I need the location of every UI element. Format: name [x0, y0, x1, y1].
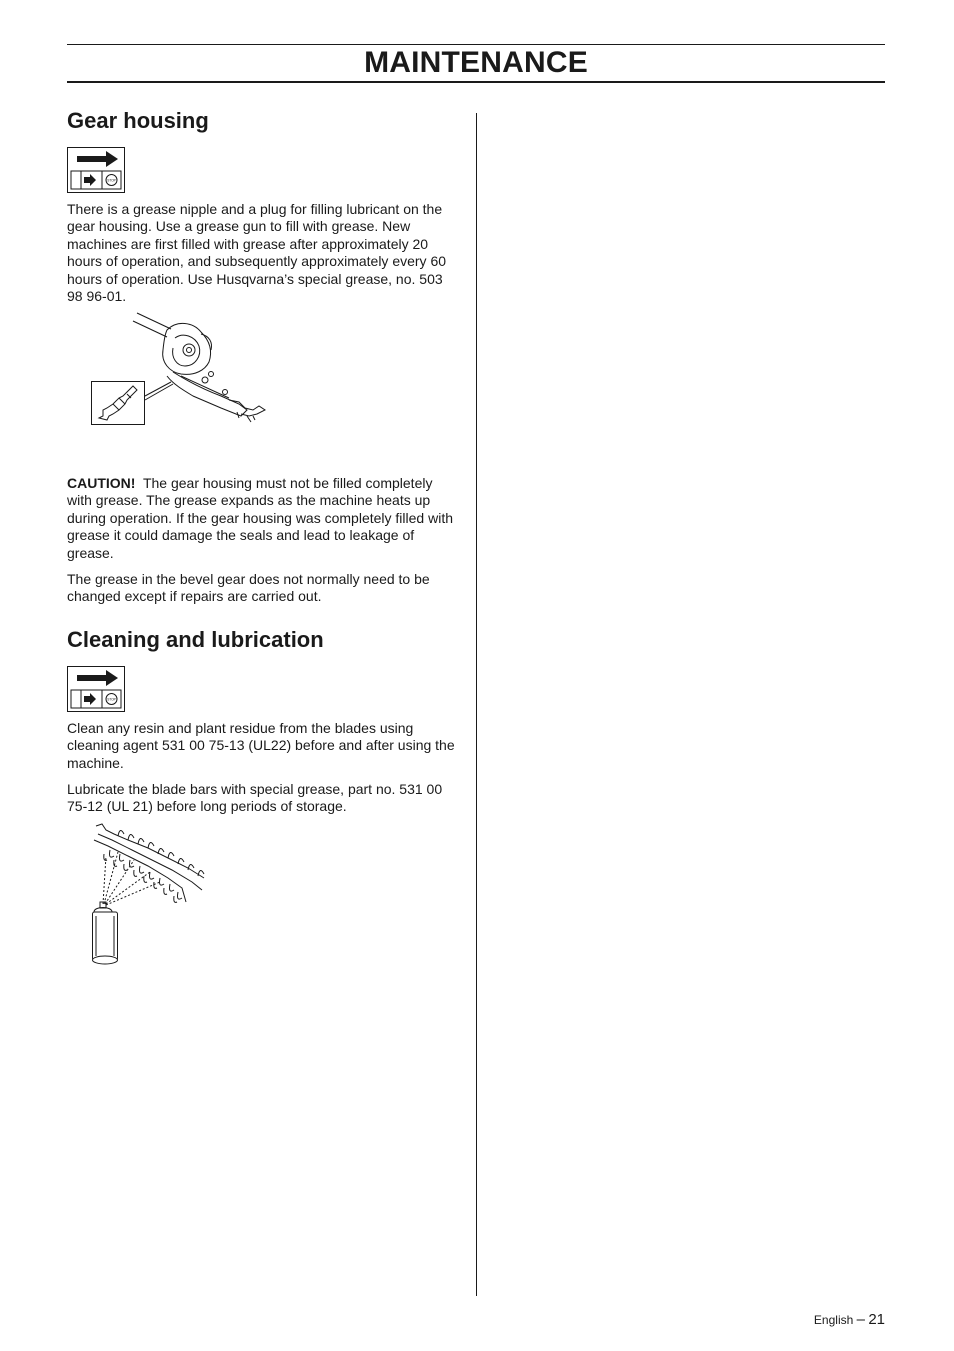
arrow-stop-icon [67, 147, 125, 193]
bevel-gear-text: The grease in the bevel gear does not normally need to be changed except if repairs are carried out. [67, 571, 430, 605]
footer-language: English [813, 1313, 854, 1327]
caution-paragraph [67, 475, 459, 562]
footer-separator: – [856, 1311, 865, 1328]
column-divider [476, 113, 477, 1296]
gear-housing-heading: Gear housing [67, 108, 209, 133]
caution-text: The gear housing must not be filled completely with grease. The grease expands as the machine heats up during operation. If the gear housing was completely filled with grease it could damage the seals and lead to leakage of grease. [67, 475, 453, 561]
caution-label: CAUTION! [67, 475, 136, 491]
cleaning-text: Clean any resin and plant residue from the blades using cleaning agent 531 00 75-13 (UL22) before and after using the machine. [67, 720, 455, 771]
spray-lubrication-illustration [88, 820, 210, 973]
page-number: 21 [868, 1311, 885, 1328]
cleaning-lubrication-heading: Cleaning and lubrication [67, 627, 324, 652]
page-title: MAINTENANCE [364, 46, 588, 79]
stop-label: STOP [107, 178, 116, 183]
gear-housing-illustration [89, 310, 274, 433]
gear-housing-text: There is a grease nipple and a plug for filling lubricant on the gear housing. Use a grease gun to fill with grease. New machines are first filled with grease after approximately 20 hours of operation, and subsequently approximately every 60 hours of operation. Use Husqvarna’s special grease, no. 503 98 96-01. [67, 201, 447, 305]
lubrication-text: Lubricate the blade bars with special grease, part no. 531 00 75-12 (UL 21) before long periods of storage. [67, 781, 443, 815]
footer [814, 1310, 885, 1330]
arrow-stop-icon [67, 666, 125, 712]
header-rule-bottom [67, 81, 885, 83]
stop-label: STOP [107, 697, 116, 702]
